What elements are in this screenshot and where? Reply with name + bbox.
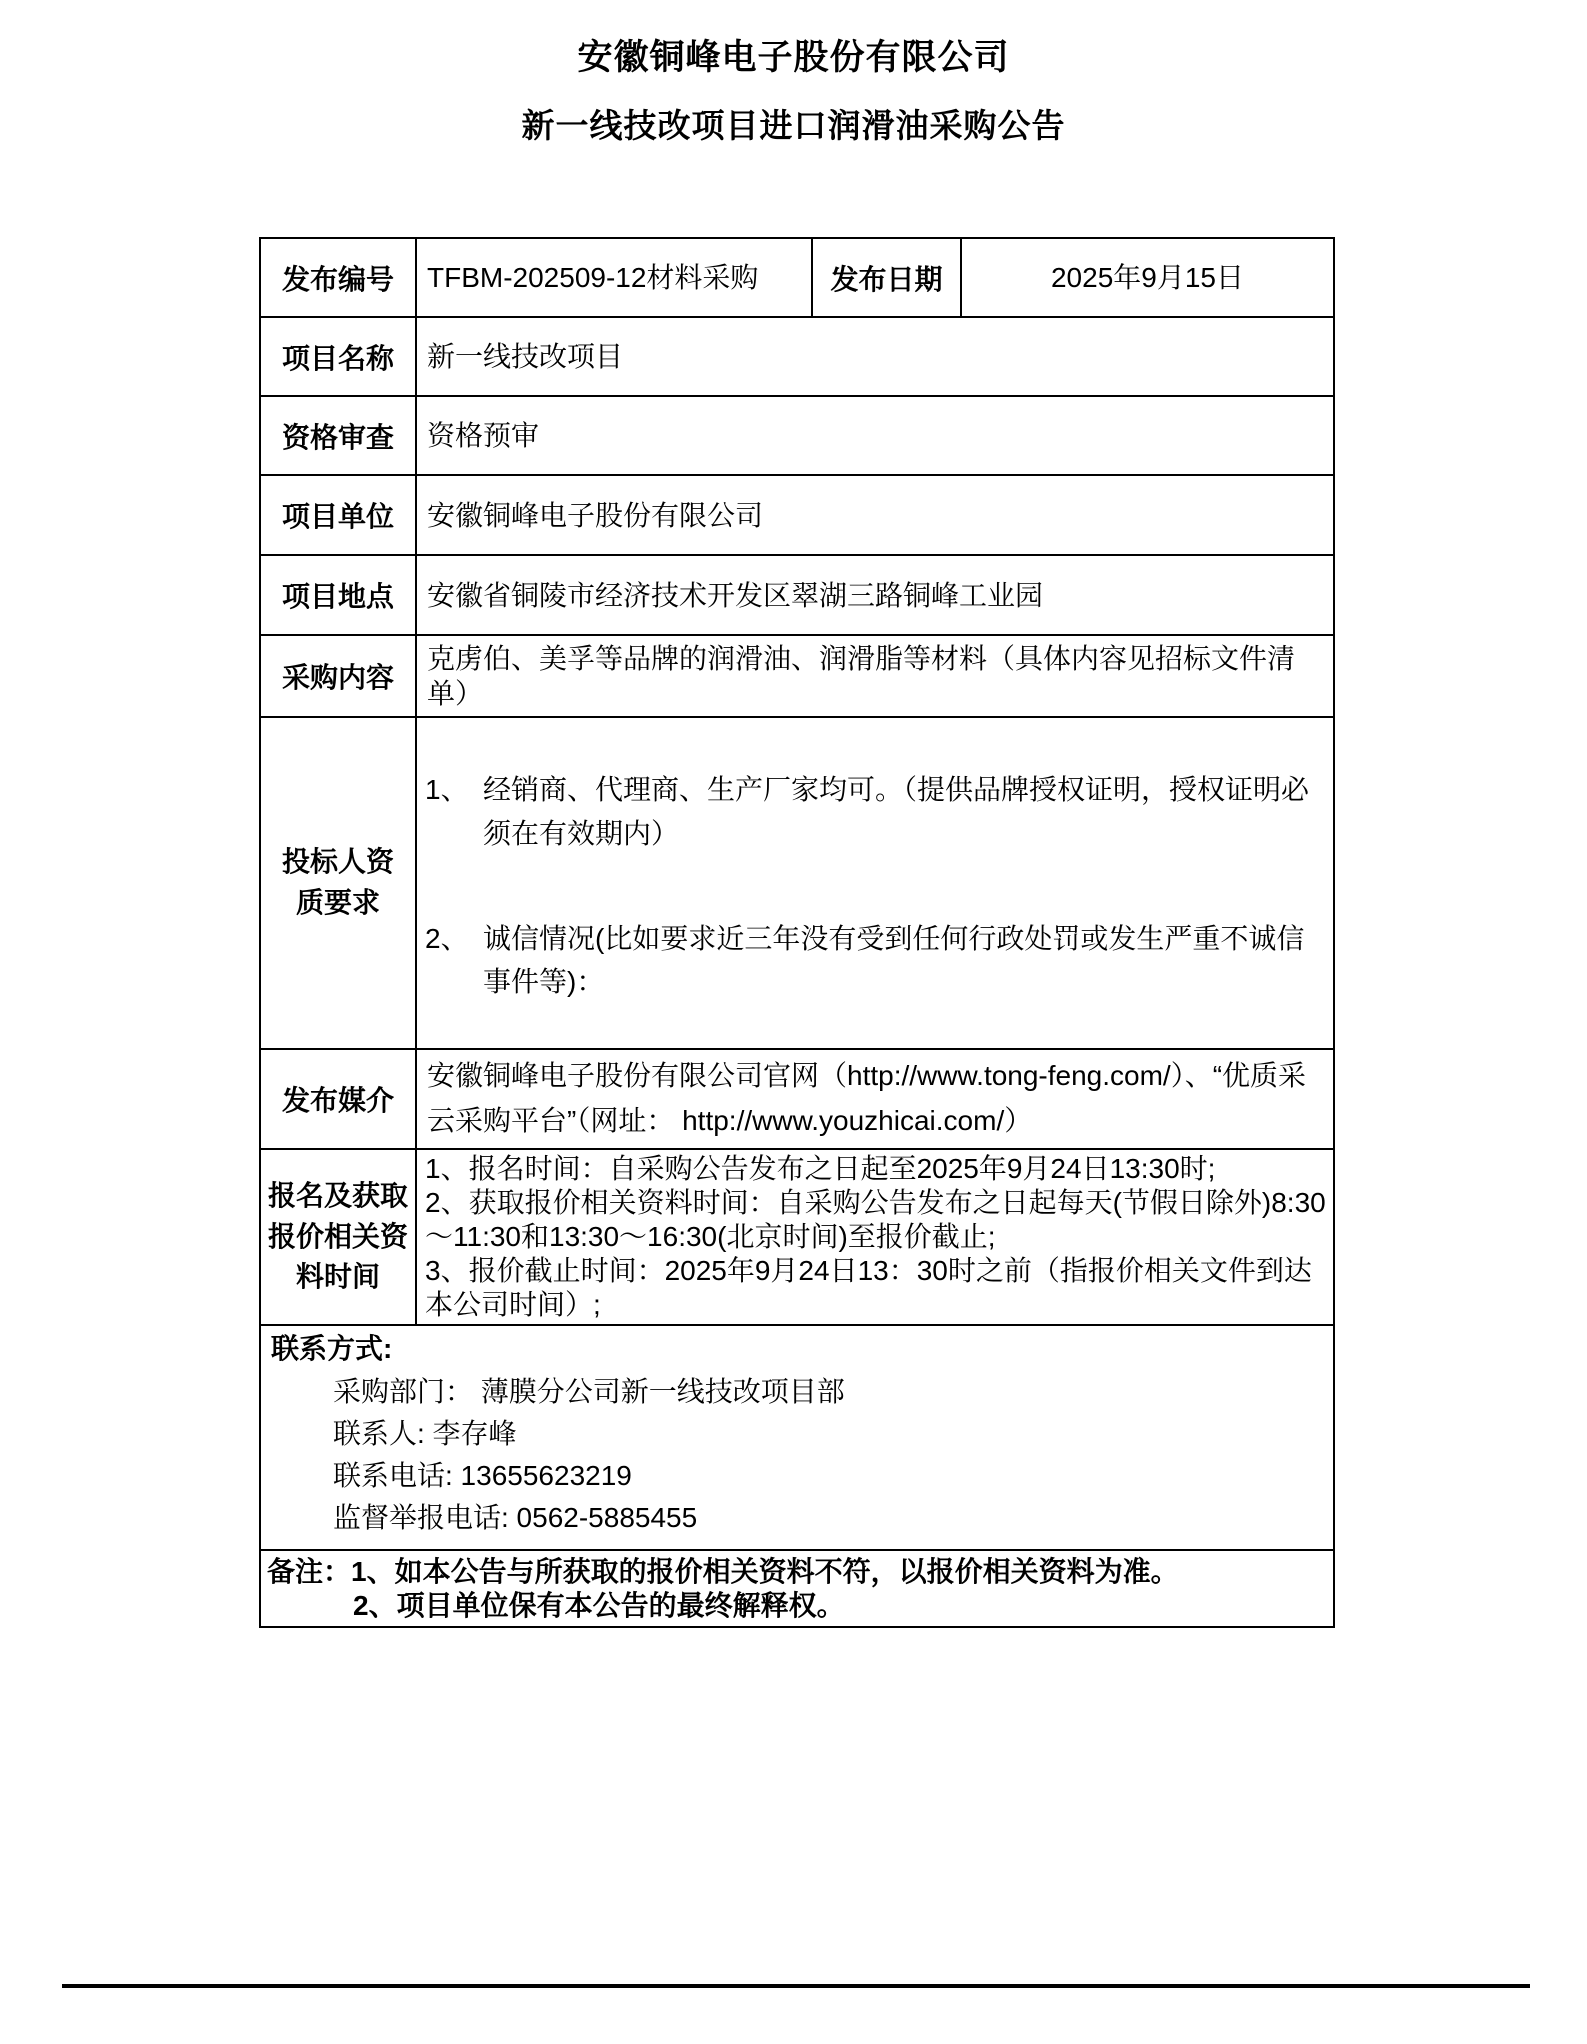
row-project-unit — [260, 475, 1334, 555]
project-name-label: 项目名称 — [260, 317, 416, 396]
publish-date-value: 2025年9月15日 — [961, 238, 1334, 317]
remark-line-1: 备注：1、如本公告与所获取的报价相关资料不符，以报价相关资料为准。 — [267, 1556, 1179, 1588]
row-contact — [260, 1325, 1334, 1550]
project-location-value: 安徽省铜陵市经济技术开发区翠湖三路铜峰工业园 — [416, 555, 1334, 635]
page-footer-rule — [62, 1984, 1530, 1988]
publish-number-value: TFBM-202509-12材料采购 — [416, 238, 812, 317]
company-title: 安徽铜峰电子股份有限公司 — [577, 38, 1010, 77]
qualification-item-1: 1、 经销商、代理商、生产厂家均可。（提供品牌授权证明，授权证明必须在有效期内） — [425, 774, 1310, 849]
contact-person: 联系人: 李存峰 — [333, 1417, 517, 1449]
project-name-value: 新一线技改项目 — [416, 317, 1334, 396]
row-bidder-qualification — [260, 717, 1334, 1049]
row-project-location — [260, 555, 1334, 635]
registration-time-label: 报名及获取报价相关资料时间 — [260, 1149, 416, 1326]
row-registration-time — [260, 1149, 1334, 1326]
row-procurement-content — [260, 635, 1334, 717]
contact-heading: 联系方式: — [271, 1333, 393, 1365]
contact-section — [260, 1325, 1334, 1550]
remark-line-2: 2、项目单位保有本公告的最终解释权。 — [353, 1589, 845, 1621]
remark-label: 备注： — [267, 1556, 352, 1588]
publish-media-value: 安徽铜峰电子股份有限公司官网（http://www.tong-feng.com/）、“优质采云采购平台”（网址： http://www.youzhicai.com/） — [416, 1049, 1334, 1149]
qualification-review-label: 资格审查 — [260, 396, 416, 475]
row-project-name — [260, 317, 1334, 396]
contact-lines — [271, 1375, 1323, 1536]
publish-media-label: 发布媒介 — [260, 1049, 416, 1149]
publish-number-label: 发布编号 — [260, 238, 416, 317]
project-unit-value: 安徽铜峰电子股份有限公司 — [416, 475, 1334, 555]
row-remark — [260, 1550, 1334, 1627]
contact-report-phone: 监督举报电话: 0562-5885455 — [333, 1502, 698, 1533]
row-publish-media — [260, 1049, 1334, 1149]
contact-phone: 联系电话: 13655623219 — [333, 1459, 632, 1491]
row-publish-number — [260, 238, 1334, 317]
qualification-review-value: 资格预审 — [416, 396, 1334, 475]
procurement-content-value: 克虏伯、美孚等品牌的润滑油、润滑脂等材料（具体内容见招标文件清单） — [416, 635, 1334, 717]
registration-time-line-1: 1、报名时间：自采购公告发布之日起至2025年9月24日13:30时; — [425, 1152, 1216, 1184]
bidder-qualification-label: 投标人资质要求 — [260, 717, 416, 1049]
qualification-item-2: 2、 诚信情况(比如要求近三年没有受到任何行政处罚或发生严重不诚信事件等)： — [425, 923, 1305, 998]
announcement-table — [259, 237, 1335, 1628]
announcement-title: 新一线技改项目进口润滑油采购公告 — [521, 107, 1066, 144]
registration-time-value — [416, 1149, 1334, 1326]
remark-section — [260, 1550, 1334, 1627]
row-qualification-review — [260, 396, 1334, 475]
contact-department: 采购部门： 薄膜分公司新一线技改项目部 — [333, 1375, 845, 1407]
project-unit-label: 项目单位 — [260, 475, 416, 555]
procurement-content-label: 采购内容 — [260, 635, 416, 717]
project-location-label: 项目地点 — [260, 555, 416, 635]
bidder-qualification-value — [416, 717, 1334, 1049]
publish-date-label: 发布日期 — [812, 238, 961, 317]
registration-time-line-2: 2、获取报价相关资料时间：自采购公告发布之日起每天(节假日除外)8:30～11:30和13:30～16:30(北京时间)至报价截止; — [425, 1186, 1326, 1252]
registration-time-line-3: 3、报价截止时间：2025年9月24日13：30时之前（指报价相关文件到达本公司时间）; — [425, 1255, 1312, 1321]
